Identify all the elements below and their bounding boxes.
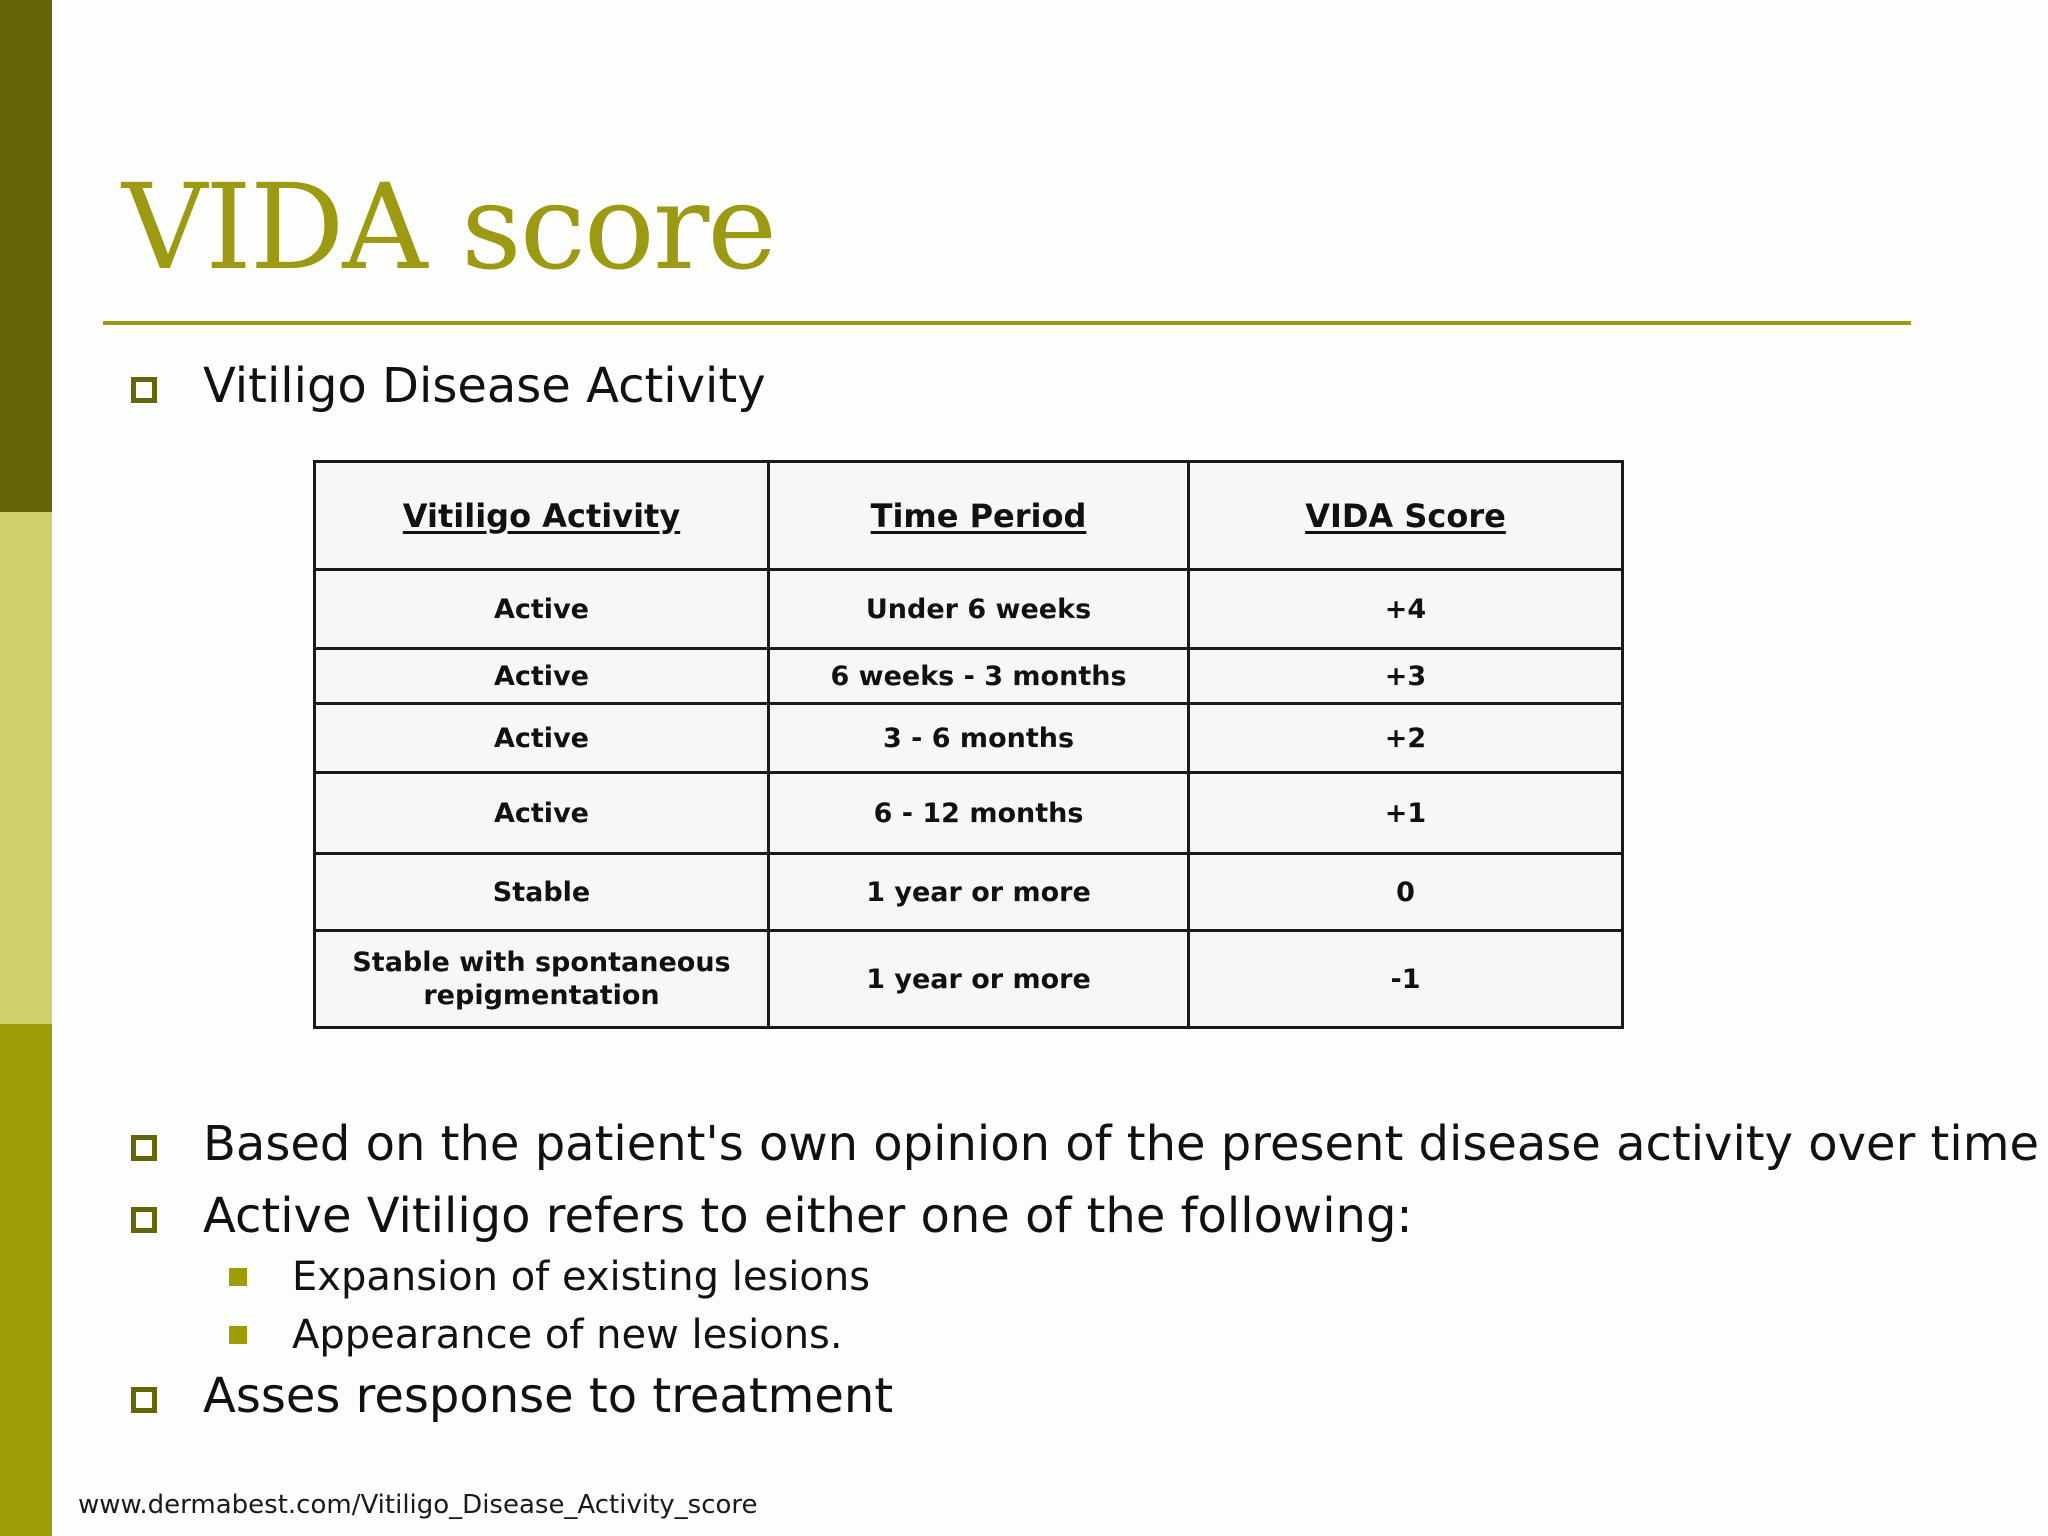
sub-bullet-text-new-lesions: Appearance of new lesions. [292, 1312, 843, 1358]
sidebar-accent-bottom [0, 1024, 52, 1536]
cell-activity: Active [315, 649, 769, 704]
cell-score: +2 [1189, 704, 1623, 773]
bullet-text-treatment-response: Asses response to treatment [203, 1368, 894, 1424]
column-header-vida-score: VIDA Score [1189, 462, 1623, 570]
cell-score: +4 [1189, 570, 1623, 649]
cell-activity: Active [315, 570, 769, 649]
sidebar-accent-middle [0, 512, 52, 1024]
source-url-footer: www.dermabest.com/Vitiligo_Disease_Activity_score [78, 1490, 758, 1520]
hollow-square-bullet-icon [131, 1387, 157, 1413]
title-divider [103, 321, 1911, 325]
hollow-square-bullet-icon [131, 1135, 157, 1161]
table-row [315, 773, 1623, 854]
cell-activity: Stable [315, 854, 769, 931]
cell-time-period: 3 - 6 months [769, 704, 1189, 773]
cell-activity: Active [315, 704, 769, 773]
cell-activity: Active [315, 773, 769, 854]
bullet-text-patient-opinion: Based on the patient's own opinion of the present disease activity over time [203, 1116, 2039, 1172]
table-row [315, 570, 1623, 649]
bullet-text-active-definition: Active Vitiligo refers to either one of the following: [203, 1188, 1413, 1244]
cell-time-period: 6 weeks - 3 months [769, 649, 1189, 704]
cell-score: +1 [1189, 773, 1623, 854]
hollow-square-bullet-icon [131, 1207, 157, 1233]
filled-square-bullet-icon [229, 1268, 247, 1286]
filled-square-bullet-icon [229, 1326, 247, 1344]
table-header-row [315, 462, 1623, 570]
intro-bullet-text: Vitiligo Disease Activity [203, 358, 766, 414]
slide-title: VIDA score [122, 158, 776, 296]
cell-score: -1 [1189, 931, 1623, 1028]
sub-bullet-text-expansion: Expansion of existing lesions [292, 1254, 871, 1300]
cell-time-period: Under 6 weeks [769, 570, 1189, 649]
vida-score-table [313, 460, 1624, 1029]
column-header-activity: Vitiligo Activity [315, 462, 769, 570]
cell-score: 0 [1189, 854, 1623, 931]
table-row [315, 931, 1623, 1028]
hollow-square-bullet-icon [131, 377, 157, 403]
cell-time-period: 1 year or more [769, 854, 1189, 931]
cell-score: +3 [1189, 649, 1623, 704]
table-row [315, 854, 1623, 931]
cell-time-period: 1 year or more [769, 931, 1189, 1028]
sidebar-accent-top [0, 0, 52, 512]
table-row [315, 649, 1623, 704]
column-header-time-period: Time Period [769, 462, 1189, 570]
table-row [315, 704, 1623, 773]
cell-activity: Stable with spontaneous repigmentation [315, 931, 769, 1028]
cell-time-period: 6 - 12 months [769, 773, 1189, 854]
